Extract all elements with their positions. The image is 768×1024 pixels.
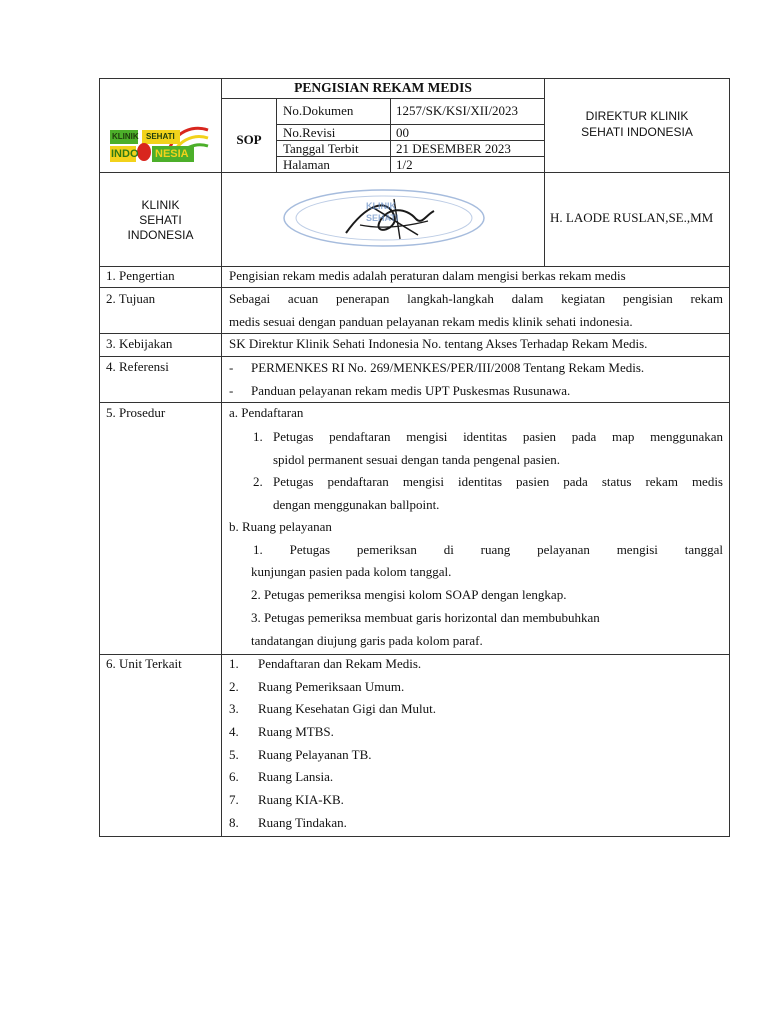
stamp-text-line2: SEHATI	[366, 213, 399, 223]
unit-item-num: 7.	[229, 792, 239, 807]
signer-name: H. LAODE RUSLAN,SE.,MM	[550, 210, 714, 225]
prosedur-a-item-num: 2.	[253, 474, 263, 489]
clinic-name-line3: INDONESIA	[127, 228, 194, 242]
document-title: PENGISIAN REKAM MEDIS	[294, 80, 472, 95]
unit-item-text: Ruang Kesehatan Gigi dan Mulut.	[258, 701, 436, 716]
prosedur-a-title: a. Pendaftaran	[229, 405, 304, 420]
bullet-dash: -	[229, 360, 234, 375]
unit-item-num: 3.	[229, 701, 239, 716]
unit-item-num: 2.	[229, 679, 239, 694]
unit-item-num: 8.	[229, 815, 239, 830]
prosedur-b-item-1-line2: kunjungan pasien pada kolom tanggal.	[251, 564, 452, 579]
prosedur-b-title: b. Ruang pelayanan	[229, 519, 332, 534]
clinic-logo	[108, 108, 212, 168]
logo-text-top-left: KLINIK	[112, 132, 139, 141]
unit-item-num: 1.	[229, 656, 239, 671]
unit-item-text: Ruang Pelayanan TB.	[258, 747, 372, 762]
pengertian-text: Pengisian rekam medis adalah peraturan dalam mengisi berkas rekam medis	[229, 268, 626, 283]
field-label-dokumen: No.Dokumen	[283, 103, 354, 118]
unit-item-text: Ruang Pemeriksaan Umum.	[258, 679, 405, 694]
section-label-referensi: 4. Referensi	[106, 359, 169, 374]
field-value-dokumen: 1257/SK/KSI/XII/2023	[396, 103, 519, 118]
unit-item-text: Ruang Lansia.	[258, 769, 334, 784]
unit-item-text: Ruang Tindakan.	[258, 815, 347, 830]
tujuan-line1: Sebagai acuan penerapan langkah-langkah dalam kegiatan pengisian rekam	[229, 291, 723, 306]
section-label-unit-terkait: 6. Unit Terkait	[106, 656, 182, 671]
unit-item-text: Ruang MTBS.	[258, 724, 334, 739]
section-label-pengertian: 1. Pengertian	[106, 268, 175, 283]
field-value-revisi: 00	[396, 125, 409, 140]
prosedur-a-item-1-line1: Petugas pendaftaran mengisi identitas pasien pada map menggunakan	[273, 429, 723, 444]
tujuan-line2: medis sesuai dengan panduan pelayanan rekam medis klinik sehati indonesia.	[229, 314, 633, 329]
prosedur-a-item-1-line2: spidol permanent sesuai dengan tanda pengenal pasien.	[273, 452, 560, 467]
unit-item-num: 6.	[229, 769, 239, 784]
unit-item-text: Ruang KIA-KB.	[258, 792, 344, 807]
unit-item-num: 4.	[229, 724, 239, 739]
section-label-tujuan: 2. Tujuan	[106, 291, 156, 306]
unit-item-text: Pendaftaran dan Rekam Medis.	[258, 656, 422, 671]
prosedur-a-item-num: 1.	[253, 429, 263, 444]
clinic-name-line1: KLINIK	[141, 198, 180, 212]
prosedur-a-item-2-line1: Petugas pendaftaran mengisi identitas pasien pada status rekam medis	[273, 474, 723, 489]
prosedur-b-item-1-line1: 1. Petugas pemeriksan di ruang pelayanan mengisi tanggal	[253, 542, 723, 557]
kebijakan-text: SK Direktur Klinik Sehati Indonesia No. tentang Akses Terhadap Rekam Medis.	[229, 336, 648, 351]
logo-text-bottom-left: INDO	[111, 148, 139, 160]
prosedur-a-item-2-line2: dengan menggunakan ballpoint.	[273, 497, 440, 512]
clinic-name-line2: SEHATI	[139, 213, 182, 227]
referensi-item-1: PERMENKES RI No. 269/MENKES/PER/III/2008 Tentang Rekam Medis.	[251, 360, 645, 375]
director-title-line1: DIREKTUR KLINIK	[585, 109, 689, 123]
section-label-kebijakan: 3. Kebijakan	[106, 336, 173, 351]
sop-label: SOP	[236, 132, 262, 147]
signature-stamp	[276, 185, 492, 251]
prosedur-b-item-3-line2: tandatangan diujung garis pada kolom paraf.	[251, 633, 483, 648]
field-value-halaman: 1/2	[396, 157, 413, 172]
logo-text-bottom-right: NESIA	[155, 148, 189, 160]
bullet-dash: -	[229, 383, 234, 398]
field-label-halaman: Halaman	[283, 157, 330, 172]
prosedur-b-item-3-line1: 3. Petugas pemeriksa membuat garis horizontal dan membubuhkan	[251, 610, 600, 625]
section-label-prosedur: 5. Prosedur	[106, 405, 166, 420]
field-label-revisi: No.Revisi	[283, 125, 336, 140]
field-label-tanggal: Tanggal Terbit	[283, 141, 359, 156]
field-value-tanggal: 21 DESEMBER 2023	[396, 141, 511, 156]
logo-text-top-right: SEHATI	[146, 132, 175, 141]
prosedur-b-item-2: 2. Petugas pemeriksa mengisi kolom SOAP dengan lengkap.	[251, 587, 567, 602]
stamp-text-line1: KLINIK	[366, 201, 396, 211]
director-title-line2: SEHATI INDONESIA	[581, 125, 693, 139]
unit-item-num: 5.	[229, 747, 239, 762]
referensi-item-2: Panduan pelayanan rekam medis UPT Puskesmas Rusunawa.	[251, 383, 571, 398]
